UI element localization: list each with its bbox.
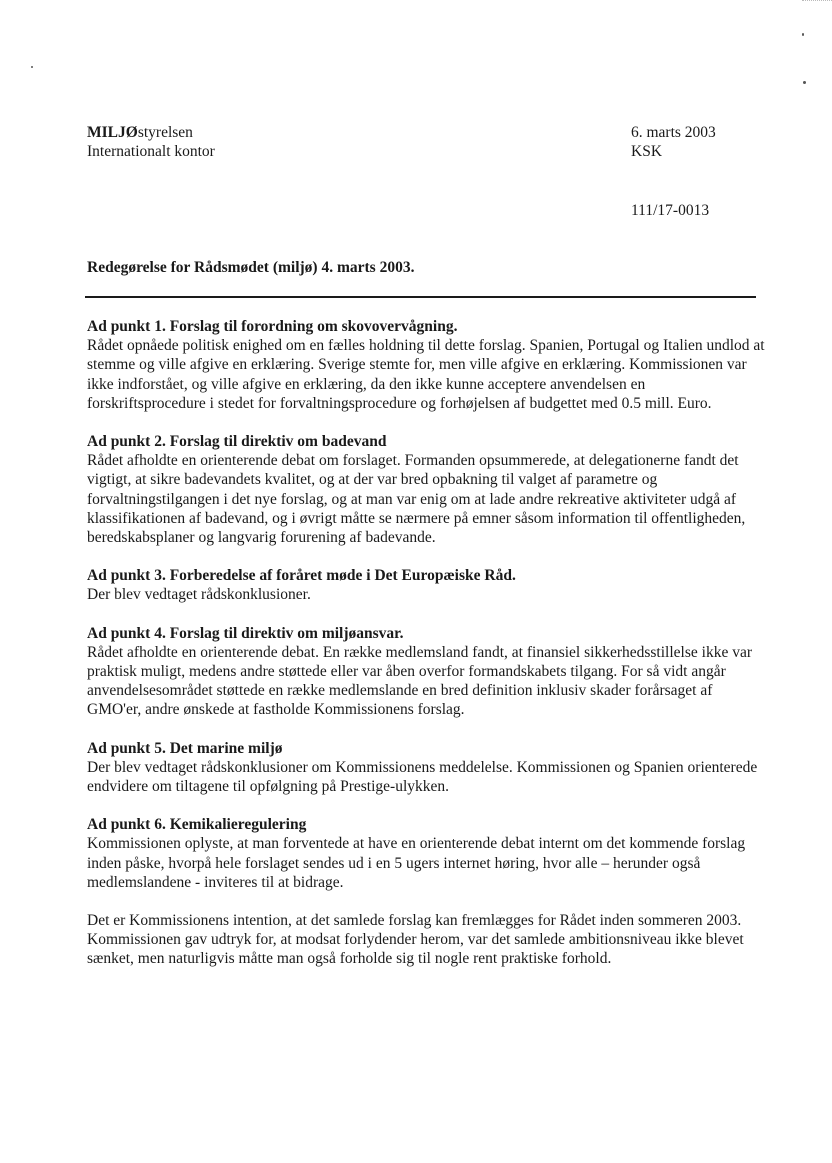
scan-speck	[31, 66, 33, 68]
scan-speck	[803, 81, 806, 84]
agenda-section	[87, 317, 767, 413]
reference-number: 111/17-0013	[631, 202, 710, 219]
agenda-section	[87, 739, 767, 797]
scan-speck	[802, 33, 804, 36]
section-heading: Ad punkt 4. Forslag til direktiv om miljøansvar.	[87, 624, 404, 642]
agenda-section	[87, 815, 767, 892]
section-heading: Ad punkt 3. Forberedelse af foråret møde i Det Europæiske Råd.	[87, 567, 516, 585]
document-date: 6. marts 2003	[631, 124, 716, 141]
department-name: Internationalt kontor	[87, 143, 215, 160]
organization-name-bold: MILJØ	[87, 124, 138, 141]
agenda-section	[87, 432, 767, 547]
section-heading: Ad punkt 1. Forslag til forordning om skovovervågning.	[87, 318, 458, 335]
document-title: Redegørelse for Rådsmødet (miljø) 4. marts 2003.	[87, 259, 415, 276]
date-block	[631, 123, 716, 161]
document-body	[87, 317, 767, 988]
section-heading: Ad punkt 6. Kemikalieregulering	[87, 816, 307, 834]
section-text: Rådet afholdte en orienterende debat. En række medlemsland fandt, at finansiel sikkerhedsstillelse ikke var praktisk muligt, medens andre støttede eller var åben overfor formandskabets tilgang. For så vidt angår anvendelsesområdet støttede en række medlemslande en bred definition inklusiv skader forårsaget af GMO'er, andre ønskede at fastholde Kommissionens forslag.	[87, 643, 752, 719]
section-text: Rådet afholdte en orienterende debat om forslaget. Formanden opsummerede, at delegationerne fandt det vigtigt, at sikre badevandets kvalitet, og at der var bred opbakning til valget af parametre og forvaltningstilgangen i det nye forslag, og at man var enig om at lade andre rekreative aktiviteter udgå af klassifikationen af badevand, og i øvrigt måtte se nærmere på emner såsom information til offentligheden, beredskabsplaner og langvarig forurening af badevande.	[87, 452, 746, 547]
author-initials: KSK	[631, 143, 663, 160]
scan-artifact	[802, 0, 832, 1]
sender-block	[87, 123, 215, 161]
agenda-section	[87, 624, 767, 720]
closing-paragraph: Det er Kommissionens intention, at det samlede forslag kan fremlægges for Rådet inden sommeren 2003. Kommissionen gav udtryk for, at modsat forlydender herom, var det samlede ambitionsniveau ikke blevet sænket, men naturligvis måtte man også forholde sig til nogle rent praktiske forhold.	[87, 912, 744, 968]
title-divider	[85, 296, 756, 298]
section-text: Der blev vedtaget rådskonklusioner om Kommissionens meddelelse. Kommissionen og Spanien orienterede endvidere om tiltagene til opfølgning på Prestige-ulykken.	[87, 758, 758, 796]
section-text: Kommissionen oplyste, at man forventede at have en orienterende debat internt om det kommende forslag inden påske, hvorpå hele forslaget sendes ud i en 5 ugers internet høring, hvor alle – herunder også medlemslandene - inviteres til at bidrage.	[87, 835, 746, 891]
agenda-section	[87, 566, 767, 604]
section-text: Rådet opnåede politisk enighed om en fælles holdning til dette forslag. Spanien, Portugal og Italien undlod at stemme og ville afgive en erklæring. Sverige stemte for, men ville afgive en erklæring. Kommissionen var ikke indforstået, og ville afgive en erklæring, da den ikke kunne acceptere anvendelsen en forskriftsprocedure i stedet for forvaltningsprocedure og forhøjelsen af budgettet med 0.5 mill. Euro.	[87, 337, 765, 412]
organization-name	[87, 123, 215, 142]
section-heading: Ad punkt 5. Det marine miljø	[87, 739, 283, 757]
organization-name-rest: styrelsen	[137, 124, 193, 141]
section-heading: Ad punkt 2. Forslag til direktiv om badevand	[87, 433, 387, 451]
section-text: Der blev vedtaget rådskonklusioner.	[87, 586, 311, 604]
